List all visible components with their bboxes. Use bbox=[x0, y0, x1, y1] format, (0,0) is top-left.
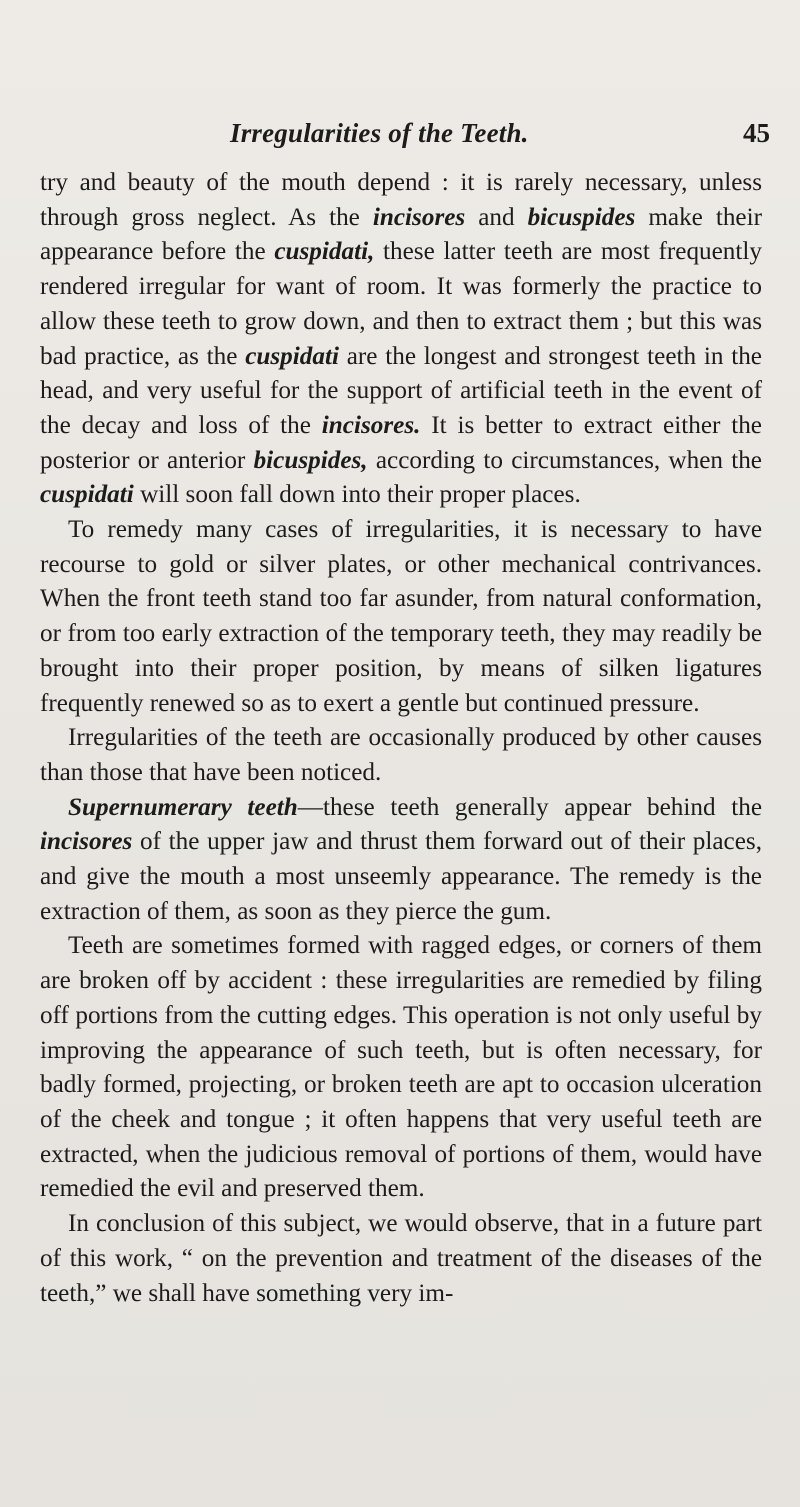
paragraph bbox=[40, 721, 762, 790]
text-run: according to circumstances, when the bbox=[367, 446, 762, 474]
text-run: Teeth are sometimes formed with ragged edges, or corners of them are broken off by accident : these irregularities are remedied by filing off portions from the cutting edges. This operation is not only useful by improving the appearance of such teeth, but is often necessary, for badly formed, projecting, or broken teeth are apt to occasion ulceration of the cheek and tongue ; it often happens that very useful teeth are extracted, when the judicious removal of portions of them, would have remedied the evil and preserved them. bbox=[40, 932, 762, 1203]
italic-term: incisores. bbox=[321, 411, 421, 439]
italic-term: cuspidati, bbox=[274, 238, 375, 266]
text-run: In conclusion of this subject, we would observe, that in a future part of this work, “ on the prevention and treatment of the diseases of the teeth,” we shall have something very im- bbox=[40, 1210, 762, 1307]
text-run: Irregularities of the teeth are occasionally produced by other causes than those that have been noticed. bbox=[40, 724, 762, 786]
page-header bbox=[230, 118, 770, 166]
text-run: of the upper jaw and thrust them forward out of their places, and give the mouth a most unseemly appearance. The remedy is the extraction of them, as soon as they pierce the gum. bbox=[40, 828, 762, 925]
text-run: and bbox=[465, 203, 528, 231]
running-title: Irregularities of the Teeth. bbox=[230, 118, 529, 148]
italic-term: incisores bbox=[372, 203, 466, 231]
text-run: make their appearance before the bbox=[40, 203, 762, 266]
text-run: will soon fall down into their proper places. bbox=[133, 481, 581, 509]
italic-term: cuspidati bbox=[40, 481, 134, 509]
paragraph bbox=[40, 929, 762, 1207]
text-run: these latter teeth are most frequently rendered irregular for want of room. It was formerly the practice to allow these teeth to grow down, and then to extract them ; but this was bad practice, as the bbox=[40, 238, 762, 370]
italic-term: bicuspides, bbox=[253, 446, 368, 474]
text-run: —these teeth generally appear behind the bbox=[297, 793, 762, 821]
text-run: are the longest and strongest teeth in the head, and very useful for the support of artificial teeth in the event of the decay and loss of the bbox=[40, 342, 762, 439]
text-run: To remedy many cases of irregularities, it is necessary to have recourse to gold or silver plates, or other mechanical contrivances. When the front teeth stand too far asunder, from natural conformation, or from too early extraction of the temporary teeth, they may readily be brought into their proper position, by means of silken ligatures frequently renewed so as to exert a gentle but continued pressure. bbox=[40, 516, 762, 717]
page-number: 45 bbox=[743, 118, 770, 148]
paragraph bbox=[40, 513, 762, 721]
italic-term: cuspidati bbox=[245, 342, 339, 370]
paragraph bbox=[40, 166, 762, 513]
paragraph bbox=[40, 791, 762, 930]
italic-term: incisores bbox=[40, 828, 133, 856]
italic-term: bicuspides bbox=[527, 203, 636, 231]
paragraph bbox=[40, 1207, 762, 1311]
text-run: try and beauty of the mouth depend : it is rarely necessary, unless through gross neglect. As the bbox=[40, 169, 762, 231]
body-text bbox=[40, 166, 762, 1311]
italic-term: Supernumerary teeth bbox=[68, 793, 298, 821]
text-run: It is better to extract either the posterior or anterior bbox=[40, 411, 762, 474]
